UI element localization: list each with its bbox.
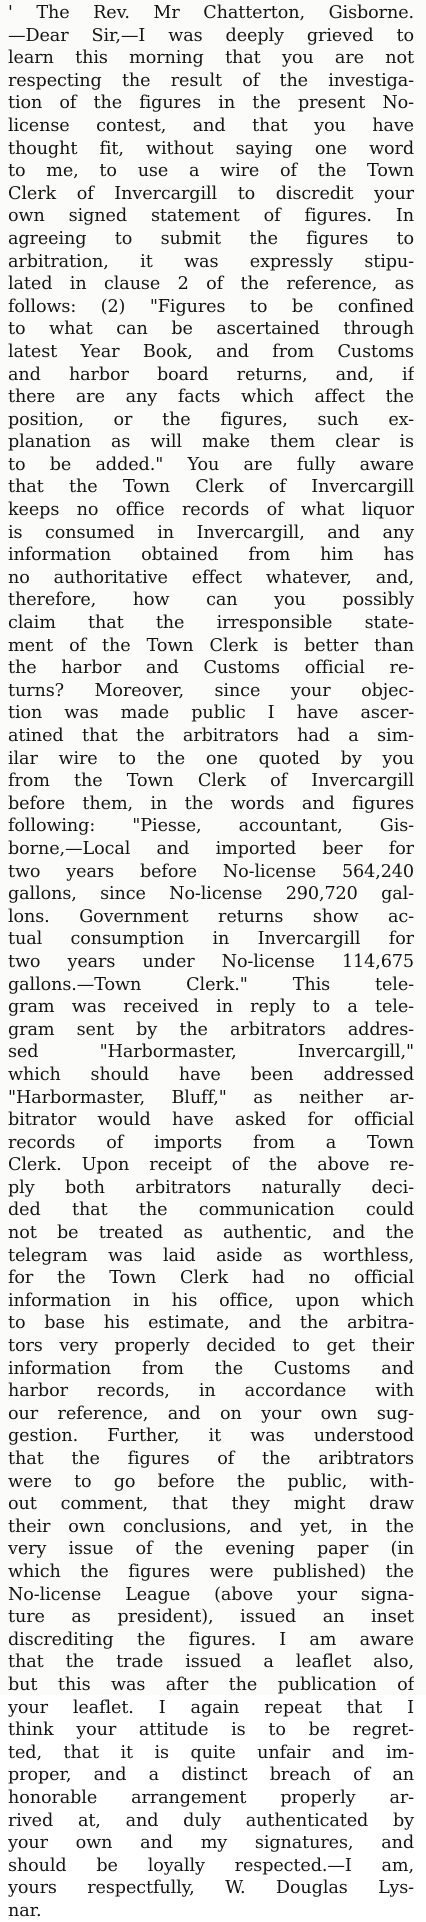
text-line: tors very properly decided to get their <box>8 1336 414 1357</box>
text-line: there are any facts which affect the <box>8 387 414 408</box>
text-line: your own and my signatures, and <box>8 1833 414 1854</box>
text-line: learn this morning that you are not <box>8 48 414 69</box>
text-line: "Harbormaster, Bluff," as neither ar- <box>8 1087 414 1108</box>
text-line: ded that the communication could <box>8 1200 414 1221</box>
text-line: that the trade issued a leaflet also, <box>8 1652 414 1673</box>
text-line: were to go before the public, with- <box>8 1471 414 1492</box>
text-line: nar. <box>8 1900 42 1921</box>
text-line: information from the Customs and <box>8 1358 414 1379</box>
text-line: but this was after the publication of <box>8 1674 414 1695</box>
text-line: out comment, that they might draw <box>8 1494 414 1515</box>
text-line: to be added." You are fully aware <box>8 454 414 475</box>
text-line: claim that the irresponsible state- <box>8 613 414 634</box>
text-line: sed "Harbormaster, Invercargill," <box>8 1042 414 1063</box>
text-line: tual consumption in Invercargill for <box>8 929 414 950</box>
text-line: ment of the Town Clerk is better than <box>8 635 414 656</box>
text-line: gram was received in reply to a tele- <box>8 997 414 1018</box>
text-line: ply both arbitrators naturally deci- <box>8 1177 414 1198</box>
text-line: No-license League (above your signa- <box>8 1584 414 1605</box>
text-line: license contest, and that you have <box>8 115 414 136</box>
text-line: harbor records, in accordance with <box>8 1381 414 1402</box>
text-line: planation as will make them clear is <box>8 432 414 453</box>
text-line: own signed statement of figures. In <box>8 206 414 227</box>
text-line: no authoritative effect whatever, and, <box>8 567 414 588</box>
text-line: lated in clause 2 of the reference, as <box>8 274 414 295</box>
text-line: position, or the figures, such ex- <box>8 409 414 430</box>
text-line: that the figures of the aribtrators <box>8 1449 414 1469</box>
text-line: bitrator would have asked for official <box>8 1110 414 1131</box>
text-line: respecting the result of the investiga- <box>8 70 414 91</box>
text-line: discrediting the figures. I am aware <box>8 1629 414 1650</box>
text-line: ture as president), issued an inset <box>8 1607 414 1628</box>
text-line: two years before No-license 564,240 <box>8 861 414 882</box>
text-line: tion of the figures in the present No- <box>8 93 414 114</box>
text-line: your leaflet. I again repeat that I <box>8 1697 414 1718</box>
text-line: which the figures were published) the <box>8 1561 414 1582</box>
text-line: yours respectfully, W. Douglas Lys- <box>8 1878 414 1899</box>
text-line: from the Town Clerk of Invercargill <box>8 771 414 792</box>
text-line: lons. Government returns show ac- <box>8 906 414 927</box>
text-line: records of imports from a Town <box>8 1132 414 1153</box>
text-line: information obtained from him has <box>8 545 414 566</box>
text-line: before them, in the words and figures <box>8 793 414 814</box>
text-line: gram sent by the arbitrators addres- <box>8 1019 414 1040</box>
text-line: to base his estimate, and the arbitra- <box>8 1313 414 1334</box>
text-line: arbitration, it was expressly stipu- <box>8 251 414 272</box>
text-line: proper, and a distinct breach of an <box>8 1765 414 1786</box>
text-line: which should have been addressed <box>8 1064 414 1085</box>
text-line: —Dear Sir,—I was deeply grieved to <box>8 25 414 46</box>
text-line: ted, that it is quite unfair and im- <box>8 1742 414 1763</box>
text-line: our reference, and on your own sug- <box>8 1403 414 1424</box>
text-line: telegram was laid aside as worthless, <box>8 1245 414 1266</box>
text-line: to what can be ascertained through <box>8 319 414 340</box>
text-line: therefore, how can you possibly <box>8 590 414 611</box>
text-line: ilar wire to the one quoted by you <box>8 748 414 769</box>
text-line: rived at, and duly authenticated by <box>8 1810 414 1831</box>
text-line: latest Year Book, and from Customs <box>8 341 414 362</box>
text-line: two years under No-license 114,675 <box>8 951 414 972</box>
text-line: honorable arrangement properly ar- <box>8 1787 414 1808</box>
text-line: the harbor and Customs official re- <box>8 658 414 679</box>
text-line: for the Town Clerk had no official <box>8 1268 414 1289</box>
text-line: think your attitude is to be regret- <box>8 1720 414 1741</box>
text-line: atined that the arbitrators had a sim- <box>8 726 414 746</box>
text-line: to me, to use a wire of the Town <box>8 161 414 182</box>
text-line: thought fit, without saying one word <box>8 138 414 159</box>
text-line: Clerk. Upon receipt of the above re- <box>8 1155 414 1176</box>
text-line: information in his office, upon which <box>8 1290 414 1311</box>
text-line: gestion. Further, it was understood <box>8 1426 414 1447</box>
text-line: is consumed in Invercargill, and any <box>8 522 414 543</box>
text-line: follows: (2) "Figures to be confined <box>8 296 414 317</box>
text-line: borne,—Local and imported beer for <box>8 838 414 859</box>
text-line: Clerk of Invercargill to discredit your <box>8 183 414 204</box>
text-line: turns? Moreover, since your objec- <box>8 680 414 701</box>
text-line: agreeing to submit the figures to <box>8 228 414 249</box>
text-line: tion was made public I have ascer- <box>8 703 414 724</box>
text-line: gallons.—Town Clerk." This tele- <box>8 974 414 995</box>
text-line: their own conclusions, and yet, in the <box>8 1516 414 1537</box>
text-line: should be loyally respected.—I am, <box>8 1855 414 1876</box>
text-line: not be treated as authentic, and the <box>8 1223 414 1244</box>
text-line: that the Town Clerk of Invercargill <box>8 477 414 498</box>
text-line: gallons, since No-license 290,720 gal- <box>8 884 414 905</box>
text-line: very issue of the evening paper (in <box>8 1539 414 1560</box>
text-line: following: "Piesse, accountant, Gis- <box>8 816 414 837</box>
text-line: and harbor board returns, and, if <box>8 364 414 385</box>
text-line: keeps no office records of what liquor <box>8 500 414 521</box>
text-line: ' The Rev. Mr Chatterton, Gisborne. <box>8 3 414 23</box>
